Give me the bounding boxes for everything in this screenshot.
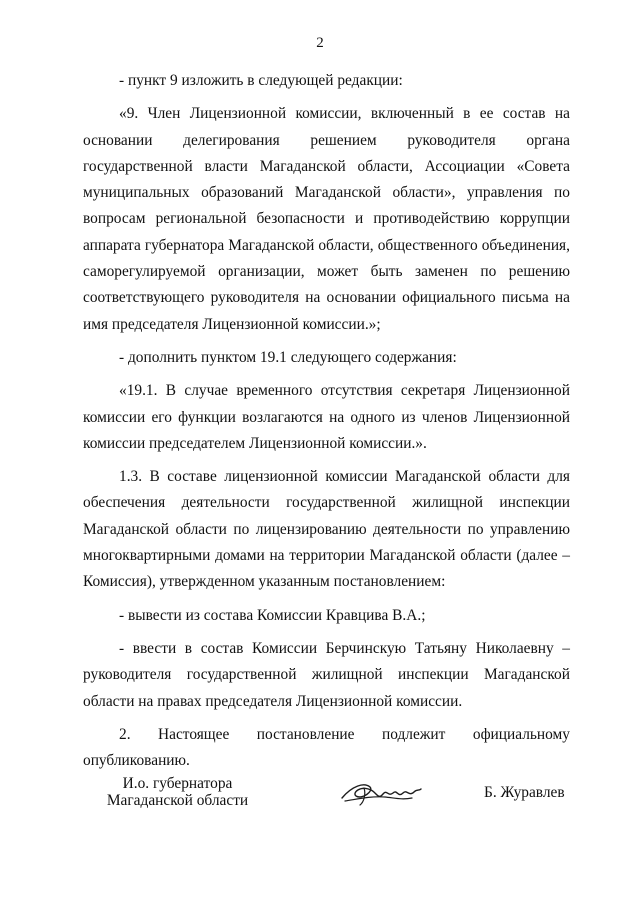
paragraph-add-member: - ввести в состав Комиссии Берчинскую Татьяну Николаевну – руководителя государственной жилищной инспекции Магаданской области на правах председателя Лицензионной комиссии. <box>83 639 570 710</box>
signatory-position-line-2: Магаданской области <box>106 792 249 809</box>
paragraph-section-1-3: 1.3. В составе лицензионной комиссии Магаданской области для обеспечения деятельности государственной жилищной инспекции Магаданской области по лицензированию деятельности по управлению многоквартирными домами на территории Магаданской области (далее – Комиссия), утвержденном указанным постановлением: <box>83 468 570 591</box>
paragraph-item-9-text: «9. Член Лицензионной комиссии, включенный в ее состав на основании делегирования решением руководителя органа государственной власти Магаданской области, Ассоциации «Совета муниципальных образований Магаданской области», управления по вопросам региональной безопасности и противодействию коррупции аппарата губернатора Магаданской области, общественного объединения, саморегулируемой организации, может быть заменен по решению соответствующего руководителя на основании официального письма на имя председателя Лицензионной комиссии.»; <box>83 105 570 333</box>
signatory-name: Б. Журавлев <box>484 784 565 801</box>
signatory-position-line-1: И.о. губернатора <box>122 775 233 792</box>
paragraph-item-19-1-text: «19.1. В случае временного отсутствия секретаря Лицензионной комиссии его функции возлагаются на одного из членов Лицензионной комиссии председателем Лицензионной комиссии.». <box>83 382 570 452</box>
handwritten-signature <box>340 778 422 808</box>
paragraph-publication: 2. Настоящее постановление подлежит официальному опубликованию. <box>83 725 570 770</box>
paragraph-remove-member: - вывести из состава Комиссии Кравцива В.А.; <box>119 606 426 624</box>
signatory-position <box>70 775 285 809</box>
page-number: 2 <box>316 35 324 51</box>
document-body <box>83 68 570 774</box>
paragraph-item-19-1-intro: - дополнить пунктом 19.1 следующего содержания: <box>119 348 457 366</box>
paragraph-item-9-intro: - пункт 9 изложить в следующей редакции: <box>119 72 403 89</box>
